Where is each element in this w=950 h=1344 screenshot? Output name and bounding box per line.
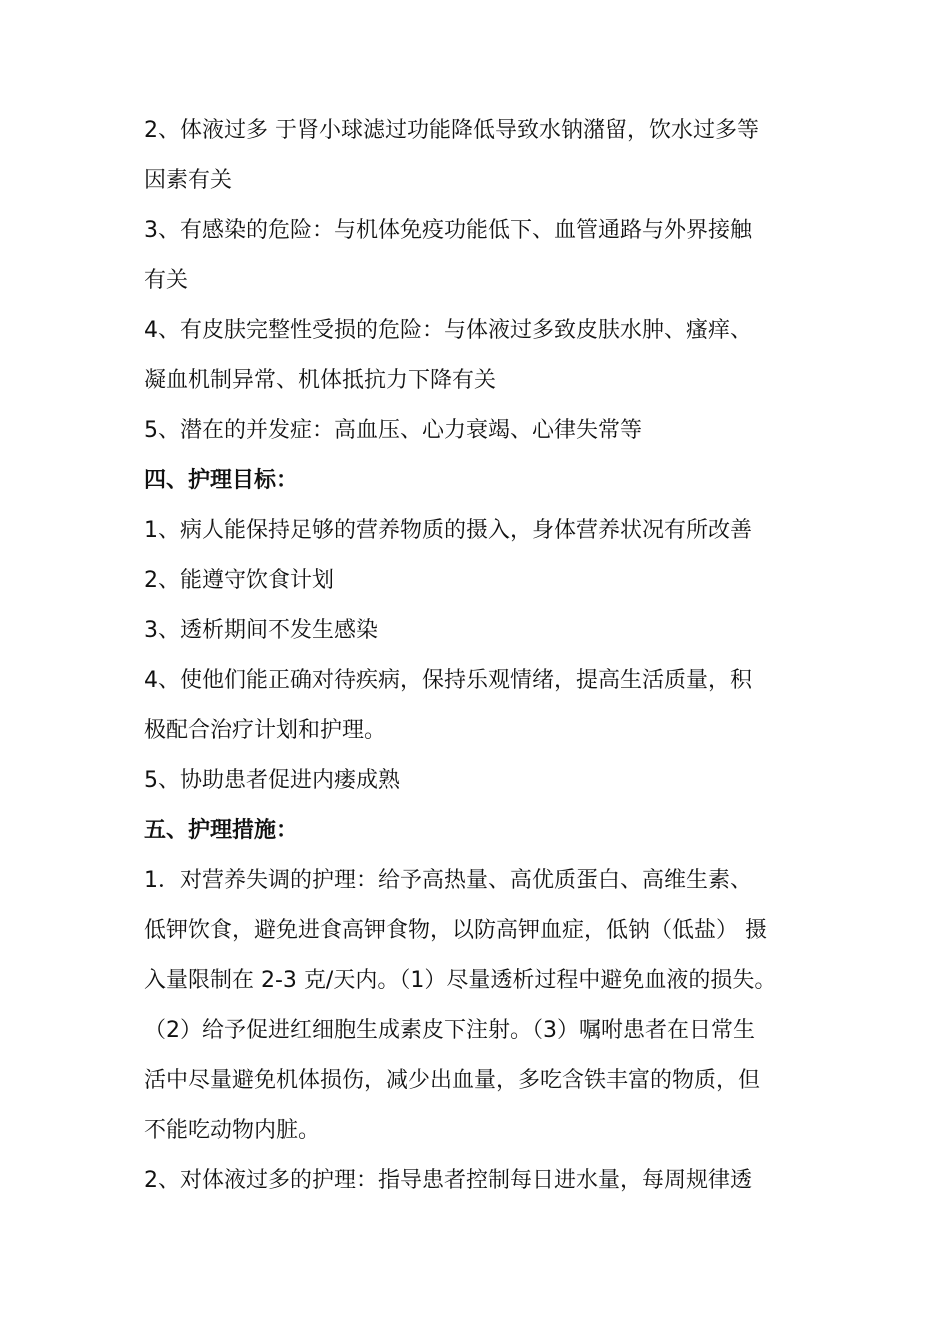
- diagnosis-item-2: [144, 106, 814, 206]
- goal-item-3: [144, 606, 814, 656]
- diagnosis-item-3: [144, 206, 814, 306]
- heading-text: 五、护理措施：: [144, 818, 299, 843]
- text-line: 4、使他们能正确对待疾病，保持乐观情绪，提高生活质量，积: [144, 668, 752, 693]
- goal-item-2: [144, 556, 814, 606]
- measure-item-1: [144, 856, 814, 1156]
- text-line: 不能吃动物内脏。: [144, 1118, 321, 1143]
- text-line: 1、病人能保持足够的营养物质的摄入，身体营养状况有所改善: [144, 518, 752, 543]
- measure-item-2: [144, 1156, 814, 1206]
- text-line: 2、体液过多 于肾小球滤过功能降低导致水钠潴留，饮水过多等: [144, 118, 759, 143]
- goal-item-1: [144, 506, 814, 556]
- text-line: 入量限制在 2-3 克/天内。（1）尽量透析过程中避免血液的损失。: [144, 968, 777, 993]
- heading-text: 四、护理目标：: [144, 468, 299, 493]
- section-heading-nursing-goals: [144, 456, 814, 506]
- text-line: 5、潜在的并发症：高血压、心力衰竭、心律失常等: [144, 418, 642, 443]
- diagnosis-item-5: [144, 406, 814, 456]
- text-line: 5、协助患者促进内瘘成熟: [144, 768, 400, 793]
- goal-item-4: [144, 656, 814, 756]
- text-line: 1．对营养失调的护理：给予高热量、高优质蛋白、高维生素、: [144, 868, 752, 893]
- text-line: 极配合治疗计划和护理。: [144, 718, 387, 743]
- section-heading-nursing-measures: [144, 806, 814, 856]
- text-line: （2）给予促进红细胞生成素皮下注射。（3）嘱咐患者在日常生: [144, 1018, 755, 1043]
- text-line: 低钾饮食，避免进食高钾食物，以防高钾血症，低钠（低盐） 摄: [144, 918, 767, 943]
- text-line: 3、透析期间不发生感染: [144, 618, 378, 643]
- text-line: 4、有皮肤完整性受损的危险：与体液过多致皮肤水肿、瘙痒、: [144, 318, 752, 343]
- text-line: 因素有关: [144, 168, 233, 193]
- goal-item-5: [144, 756, 814, 806]
- document-body: [144, 106, 814, 1206]
- text-line: 有关: [144, 268, 189, 293]
- text-line: 活中尽量避免机体损伤，减少出血量，多吃含铁丰富的物质，但: [144, 1068, 761, 1093]
- diagnosis-item-4: [144, 306, 814, 406]
- text-line: 2、能遵守饮食计划: [144, 568, 334, 593]
- text-line: 凝血机制异常、机体抵抗力下降有关: [144, 368, 497, 393]
- text-line: 2、对体液过多的护理：指导患者控制每日进水量，每周规律透: [144, 1168, 752, 1193]
- text-line: 3、有感染的危险：与机体免疫功能低下、血管通路与外界接触: [144, 218, 752, 243]
